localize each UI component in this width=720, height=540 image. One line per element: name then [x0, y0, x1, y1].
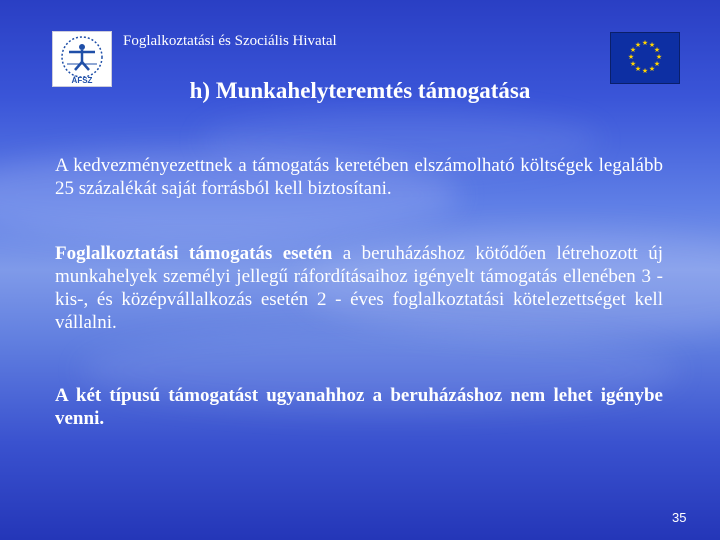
page-title: h) Munkahelyteremtés támogatása — [189, 78, 531, 103]
svg-text:★: ★ — [648, 41, 656, 49]
page-number: 35 — [672, 510, 687, 525]
svg-text:★: ★ — [648, 65, 656, 73]
svg-text:★: ★ — [627, 53, 635, 61]
svg-text:★: ★ — [641, 67, 649, 75]
logo-text: ÁFSZ — [71, 76, 93, 85]
svg-text:★: ★ — [641, 39, 649, 47]
paragraph-own-contribution: A kedvezményezettnek a támogatás keretében elszámolható költségek legalább 25 százalékát saját forrásból kell biztosítani. — [55, 155, 663, 199]
svg-text:★: ★ — [634, 41, 642, 49]
paragraph-bold-lead: Foglalkoztatási támogatás esetén — [55, 243, 333, 264]
svg-text:★: ★ — [653, 60, 661, 68]
svg-text:★: ★ — [629, 46, 637, 54]
svg-text:★: ★ — [653, 46, 661, 54]
paragraph-no-combination: A két típusú támogatást ugyanahhoz a beruházáshoz nem lehet igénybe venni. — [55, 385, 663, 429]
eu-flag-icon — [610, 32, 680, 84]
svg-text:★: ★ — [629, 60, 637, 68]
paragraph-employment-obligation — [55, 242, 663, 334]
svg-text:★: ★ — [655, 53, 663, 61]
paragraph-body: a beruházáshoz kötődően létrehozott új munkahelyek személyi jellegű ráfordításaihoz igényelt támogatás ellenében 3 - kis-, és középvállalkozás esetén 2 - éves foglalkoztatási kötelezettséget kell vállalni. — [55, 243, 663, 333]
svg-text:★: ★ — [634, 65, 642, 73]
organization-name: Foglalkoztatási és Szociális Hivatal — [123, 33, 337, 49]
